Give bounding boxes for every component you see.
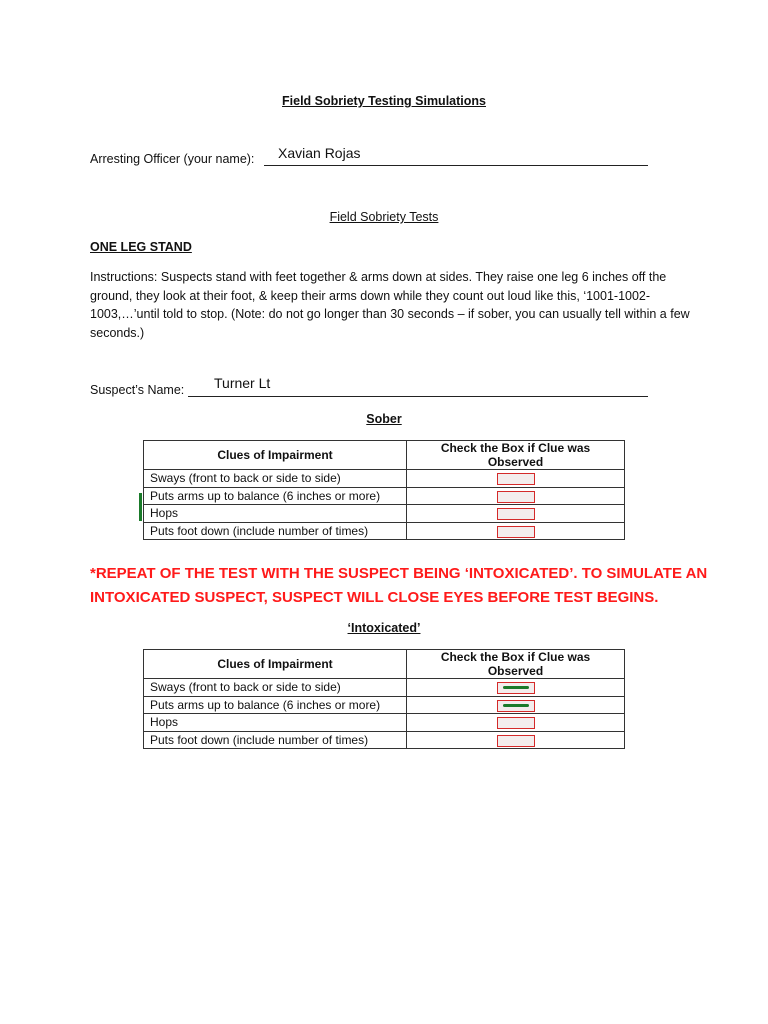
clue-label: Hops bbox=[144, 505, 407, 523]
sober-heading: Sober bbox=[366, 412, 402, 426]
document-title: Field Sobriety Testing Simulations bbox=[282, 94, 486, 108]
clue-label: Puts arms up to balance (6 inches or more) bbox=[144, 487, 407, 505]
test-name-heading: ONE LEG STAND bbox=[90, 240, 192, 254]
tests-heading: Field Sobriety Tests bbox=[329, 210, 439, 224]
table-row bbox=[144, 731, 625, 749]
officer-name-field[interactable]: Xavian Rojas bbox=[278, 145, 361, 161]
clue-label: Hops bbox=[144, 714, 407, 732]
clue-label: Sways (front to back or side to side) bbox=[144, 679, 407, 697]
clue-checkbox[interactable] bbox=[497, 491, 535, 503]
clue-label: Sways (front to back or side to side) bbox=[144, 470, 407, 488]
clue-checkbox[interactable] bbox=[497, 700, 535, 712]
column-header-check: Check the Box if Clue was Observed bbox=[407, 441, 625, 470]
table-header-row bbox=[144, 650, 625, 679]
clue-checkbox[interactable] bbox=[497, 682, 535, 694]
clue-label: Puts foot down (include number of times) bbox=[144, 731, 407, 749]
green-margin-mark bbox=[139, 493, 142, 521]
intoxicated-heading: ‘Intoxicated’ bbox=[347, 621, 421, 635]
table-row bbox=[144, 522, 625, 540]
table-row bbox=[144, 696, 625, 714]
repeat-test-note: *REPEAT OF THE TEST WITH THE SUSPECT BEING ‘INTOXICATED’. TO SIMULATE AN INTOXICATED SUSPECT, SUSPECT WILL CLOSE EYES BEFORE TEST BEGINS. bbox=[90, 565, 708, 606]
table-row bbox=[144, 505, 625, 523]
column-header-clues: Clues of Impairment bbox=[144, 441, 407, 470]
clue-label: Puts foot down (include number of times) bbox=[144, 522, 407, 540]
suspect-name-field[interactable]: Turner Lt bbox=[214, 375, 271, 391]
column-header-check: Check the Box if Clue was Observed bbox=[407, 650, 625, 679]
suspect-name-line bbox=[188, 396, 648, 397]
clue-checkbox[interactable] bbox=[497, 473, 535, 485]
table-row bbox=[144, 679, 625, 697]
clue-checkbox[interactable] bbox=[497, 526, 535, 538]
table-row bbox=[144, 487, 625, 505]
table-row bbox=[144, 470, 625, 488]
clue-checkbox[interactable] bbox=[497, 717, 535, 729]
sober-clues-table bbox=[143, 440, 625, 540]
clue-checkbox[interactable] bbox=[497, 508, 535, 520]
clue-label: Puts arms up to balance (6 inches or more) bbox=[144, 696, 407, 714]
column-header-clues: Clues of Impairment bbox=[144, 650, 407, 679]
table-row bbox=[144, 714, 625, 732]
suspect-label: Suspect’s Name: bbox=[90, 383, 185, 397]
table-header-row bbox=[144, 441, 625, 470]
instructions-text: Instructions: Suspects stand with feet together & arms down at sides. They raise one leg 6 inches off the ground, they look at their foot, & keep their arms down while they count out loud like this, ‘1001-1002-1003,…’until told to stop. (Note: do not go longer than 30 seconds – if sober, you can usually tell within a few seconds.) bbox=[90, 270, 690, 340]
officer-label: Arresting Officer (your name): bbox=[90, 152, 255, 166]
intoxicated-clues-table bbox=[143, 649, 625, 749]
clue-checkbox[interactable] bbox=[497, 735, 535, 747]
officer-name-line bbox=[264, 165, 648, 166]
